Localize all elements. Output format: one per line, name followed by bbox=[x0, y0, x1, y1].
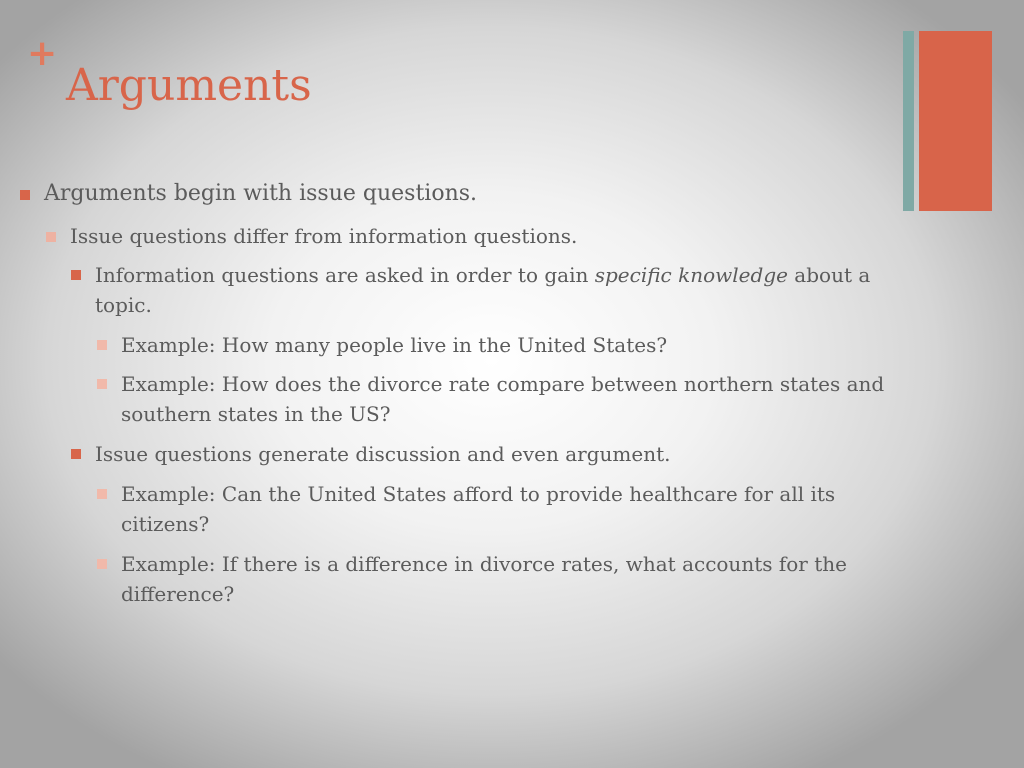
bullet-text: Issue questions differ from information questions. bbox=[70, 224, 578, 248]
bullet-item bbox=[70, 221, 577, 251]
bullet-item bbox=[44, 179, 477, 209]
bullet-text-line2: difference? bbox=[121, 582, 235, 606]
bullet-marker bbox=[97, 340, 107, 350]
bullet-item bbox=[95, 260, 995, 320]
bullet-text: Issue questions generate discussion and even argument. bbox=[95, 442, 671, 466]
bullet-text: Example: Can the United States afford to provide healthcare for all its bbox=[121, 482, 836, 506]
bullet-marker bbox=[20, 190, 30, 200]
bullet-text: Example: If there is a difference in divorce rates, what accounts for the bbox=[121, 552, 847, 576]
bullet-item bbox=[121, 369, 1011, 429]
bullet-item bbox=[121, 549, 1011, 609]
bullet-text-after: about a bbox=[787, 263, 871, 287]
bullet-marker bbox=[97, 489, 107, 499]
bullet-item bbox=[95, 439, 671, 469]
bullet-marker bbox=[97, 559, 107, 569]
bullet-text: Example: How does the divorce rate compare between northern states and bbox=[121, 372, 885, 396]
plus-icon: + bbox=[27, 33, 58, 74]
bullet-text-line2: southern states in the US? bbox=[121, 402, 391, 426]
bullet-text: Arguments begin with issue questions. bbox=[44, 181, 478, 206]
bullet-marker bbox=[71, 449, 81, 459]
bullet-marker bbox=[46, 232, 56, 242]
bullet-item bbox=[121, 479, 1011, 539]
slide-title: Arguments bbox=[66, 60, 312, 111]
bullet-text-line2: citizens? bbox=[121, 512, 210, 536]
bullet-text: Example: How many people live in the United States? bbox=[121, 333, 668, 357]
bullet-text: Information questions are asked in order to gain bbox=[95, 263, 589, 287]
bullet-text-line2: topic. bbox=[95, 293, 152, 317]
bullet-marker bbox=[97, 379, 107, 389]
bullet-item bbox=[121, 330, 667, 360]
bullet-emphasis: specific knowledge bbox=[594, 263, 788, 287]
bullet-marker bbox=[71, 270, 81, 280]
